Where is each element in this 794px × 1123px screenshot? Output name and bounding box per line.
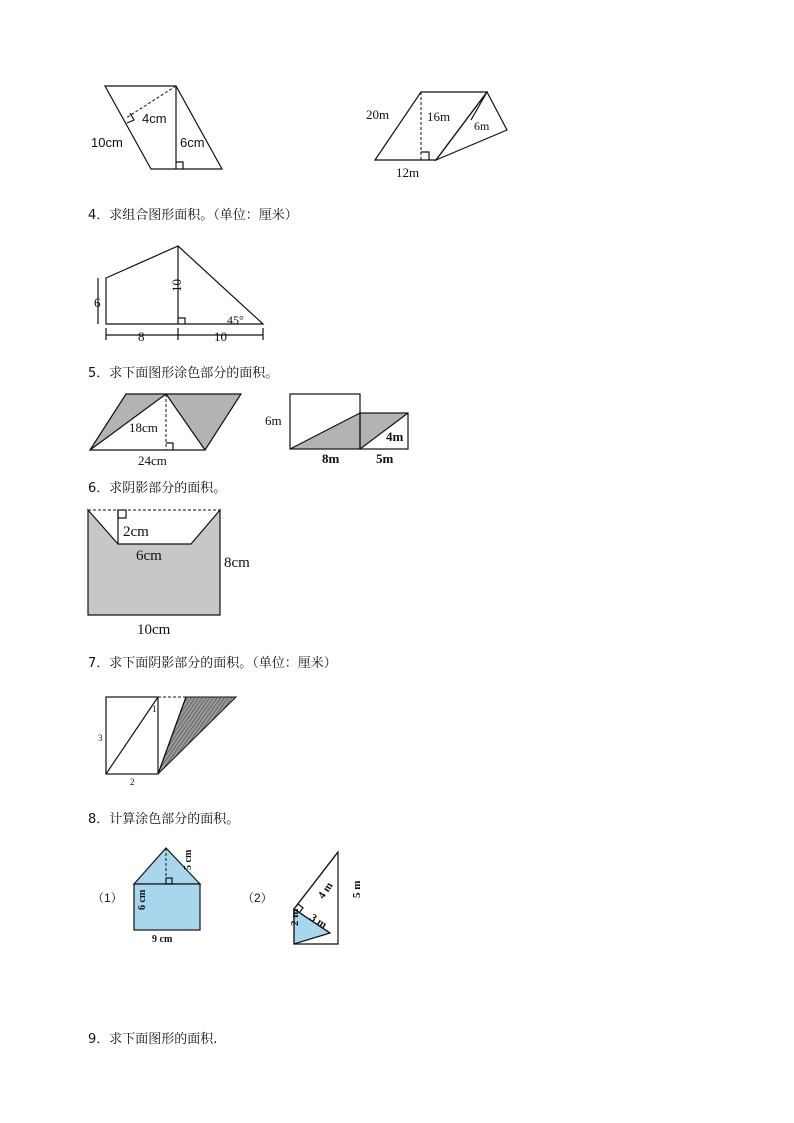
label-seg-b: 3 m xyxy=(307,911,329,932)
label-tri-height: 5 cm xyxy=(183,849,194,870)
question-5: 5．求下面图形涂色部分的面积。 xyxy=(88,366,279,381)
label-rect-width: 9 cm xyxy=(152,934,173,945)
right-angle-mark xyxy=(178,318,185,324)
label-height: 4cm xyxy=(142,111,167,126)
figure-q8-shaded xyxy=(0,840,400,955)
label-angle: 45° xyxy=(227,313,244,327)
label-part-1: （1） xyxy=(92,891,123,905)
shaded-region-right xyxy=(166,394,241,450)
label-height-b: 6m xyxy=(265,413,282,428)
label-base-a: 24cm xyxy=(138,453,167,468)
label-side: 6cm xyxy=(180,135,205,150)
right-angle-mark xyxy=(421,152,429,160)
label-base: 12m xyxy=(396,165,420,180)
label-height-a: 18cm xyxy=(129,420,158,435)
figure-q6-shaded xyxy=(0,502,300,642)
label-notch-depth: 2cm xyxy=(123,524,149,540)
label-base: 2 xyxy=(130,777,135,787)
label-side: 3 xyxy=(98,733,103,743)
label-right-base: 10 xyxy=(214,329,227,344)
label-top: 1 xyxy=(152,704,157,714)
label-base: 10cm xyxy=(91,135,123,150)
figure-q7-shaded xyxy=(0,688,300,788)
label-left-side: 20m xyxy=(366,107,390,122)
figure-trapezoid-right xyxy=(0,80,520,190)
figure-q5-shaded xyxy=(0,386,420,476)
question-8: 8．计算涂色部分的面积。 xyxy=(88,812,240,827)
label-seg-c: 2 m xyxy=(289,908,301,926)
label-right-height: 6m xyxy=(474,119,490,133)
label-small-height: 4m xyxy=(386,429,404,444)
label-base-b1: 8m xyxy=(322,451,340,466)
label-width: 10cm xyxy=(137,622,171,638)
label-left-height: 6 xyxy=(94,295,101,310)
label-mid-height: 10 xyxy=(169,279,184,292)
label-rect-height: 6 cm xyxy=(137,889,148,910)
label-left-base: 8 xyxy=(138,329,145,344)
question-9: 9．求下面图形的面积. xyxy=(88,1032,218,1047)
shaded-region xyxy=(158,697,236,774)
label-notch-width: 6cm xyxy=(136,548,162,564)
label-height: 8cm xyxy=(224,555,250,571)
right-angle-mark xyxy=(166,443,173,450)
question-6: 6．求阴影部分的面积。 xyxy=(88,481,227,496)
label-part-2: （2） xyxy=(242,891,273,905)
right-angle-mark xyxy=(118,510,126,518)
question-4: 4．求组合图形面积。（单位：厘米） xyxy=(88,208,298,223)
figure-q4-composite xyxy=(0,240,300,350)
label-height: 16m xyxy=(427,109,451,124)
label-seg-a: 4 m xyxy=(315,880,336,902)
label-seg-d: 5 m xyxy=(351,880,363,898)
label-base-b2: 5m xyxy=(376,451,394,466)
question-7: 7．求下面阴影部分的面积。（单位：厘米） xyxy=(88,656,337,671)
